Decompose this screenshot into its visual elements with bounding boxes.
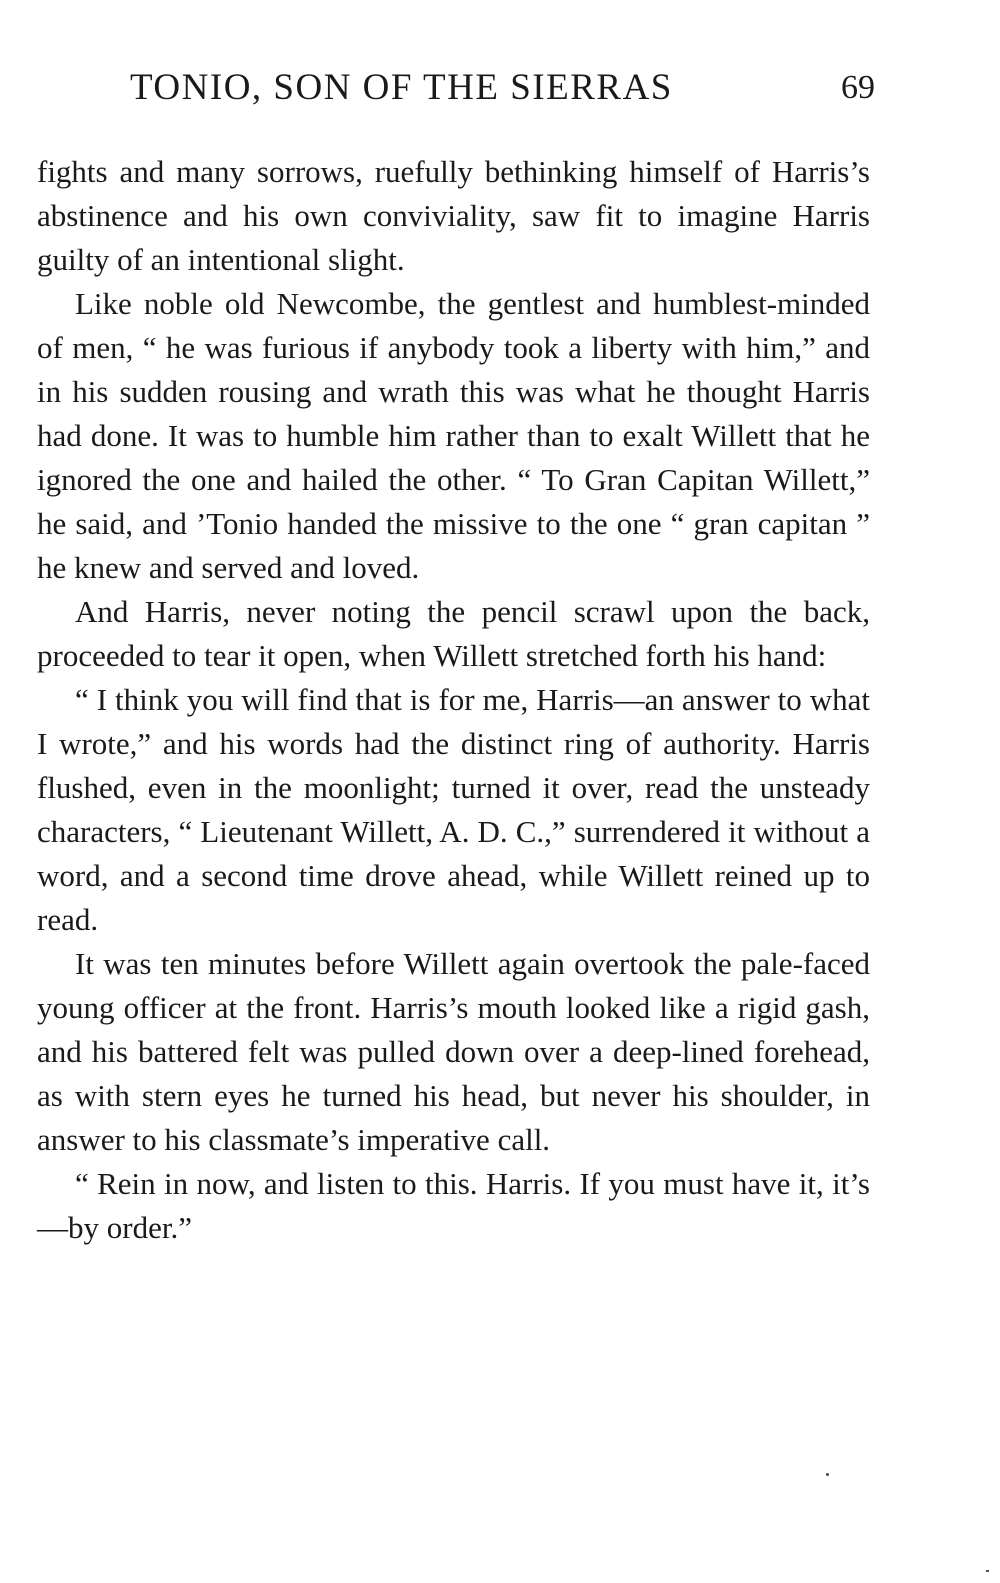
- paragraph: Like noble old Newcombe, the gentlest and humblest-minded of men, “ he was furious if anybody took a liberty with him,” and in his sudden rousing and wrath this was what he thought Harris had done. It was to humble him rather than to exalt Willett that he ignored the one and hailed the other. “ To Gran Capitan Willett,” he said, and ’Tonio handed the missive to the one “ gran capitan ” he knew and served and loved.: [37, 286, 870, 585]
- paragraph-continued: fights and many sorrows, ruefully bethinking himself of Harris’s abstinence and his own conviviality, saw fit to imagine Harris guilty of an intentional slight.: [37, 154, 870, 277]
- paragraph: “ I think you will find that is for me, Harris—an answer to what I wrote,” and his words had the distinct ring of authority. Harris flushed, even in the moonlight; turned it over, read the unsteady characters, “ Lieutenant Willett, A. D. C.,” surrendered it without a word, and a second time drove ahead, while Willett reined up to read.: [37, 682, 870, 937]
- body-text: [37, 150, 870, 1250]
- running-title: TONIO, SON OF THE SIERRAS: [130, 67, 673, 108]
- paragraph: And Harris, never noting the pencil scrawl upon the back, proceeded to tear it open, when Willett stretched forth his hand:: [37, 594, 870, 673]
- page-number: 69: [841, 69, 875, 106]
- running-header: [130, 62, 875, 114]
- scan-speck: [826, 1473, 829, 1476]
- paragraph: It was ten minutes before Willett again overtook the pale-faced young officer at the front. Harris’s mouth looked like a rigid gash, and his battered felt was pulled down over a deep-lined forehead, as with stern eyes he turned his head, but never his shoulder, in answer to his classmate’s imperative call.: [37, 946, 870, 1157]
- scan-speck: [986, 1570, 989, 1572]
- paragraph: “ Rein in now, and listen to this. Harris. If you must have it, it’s—by order.”: [37, 1166, 870, 1245]
